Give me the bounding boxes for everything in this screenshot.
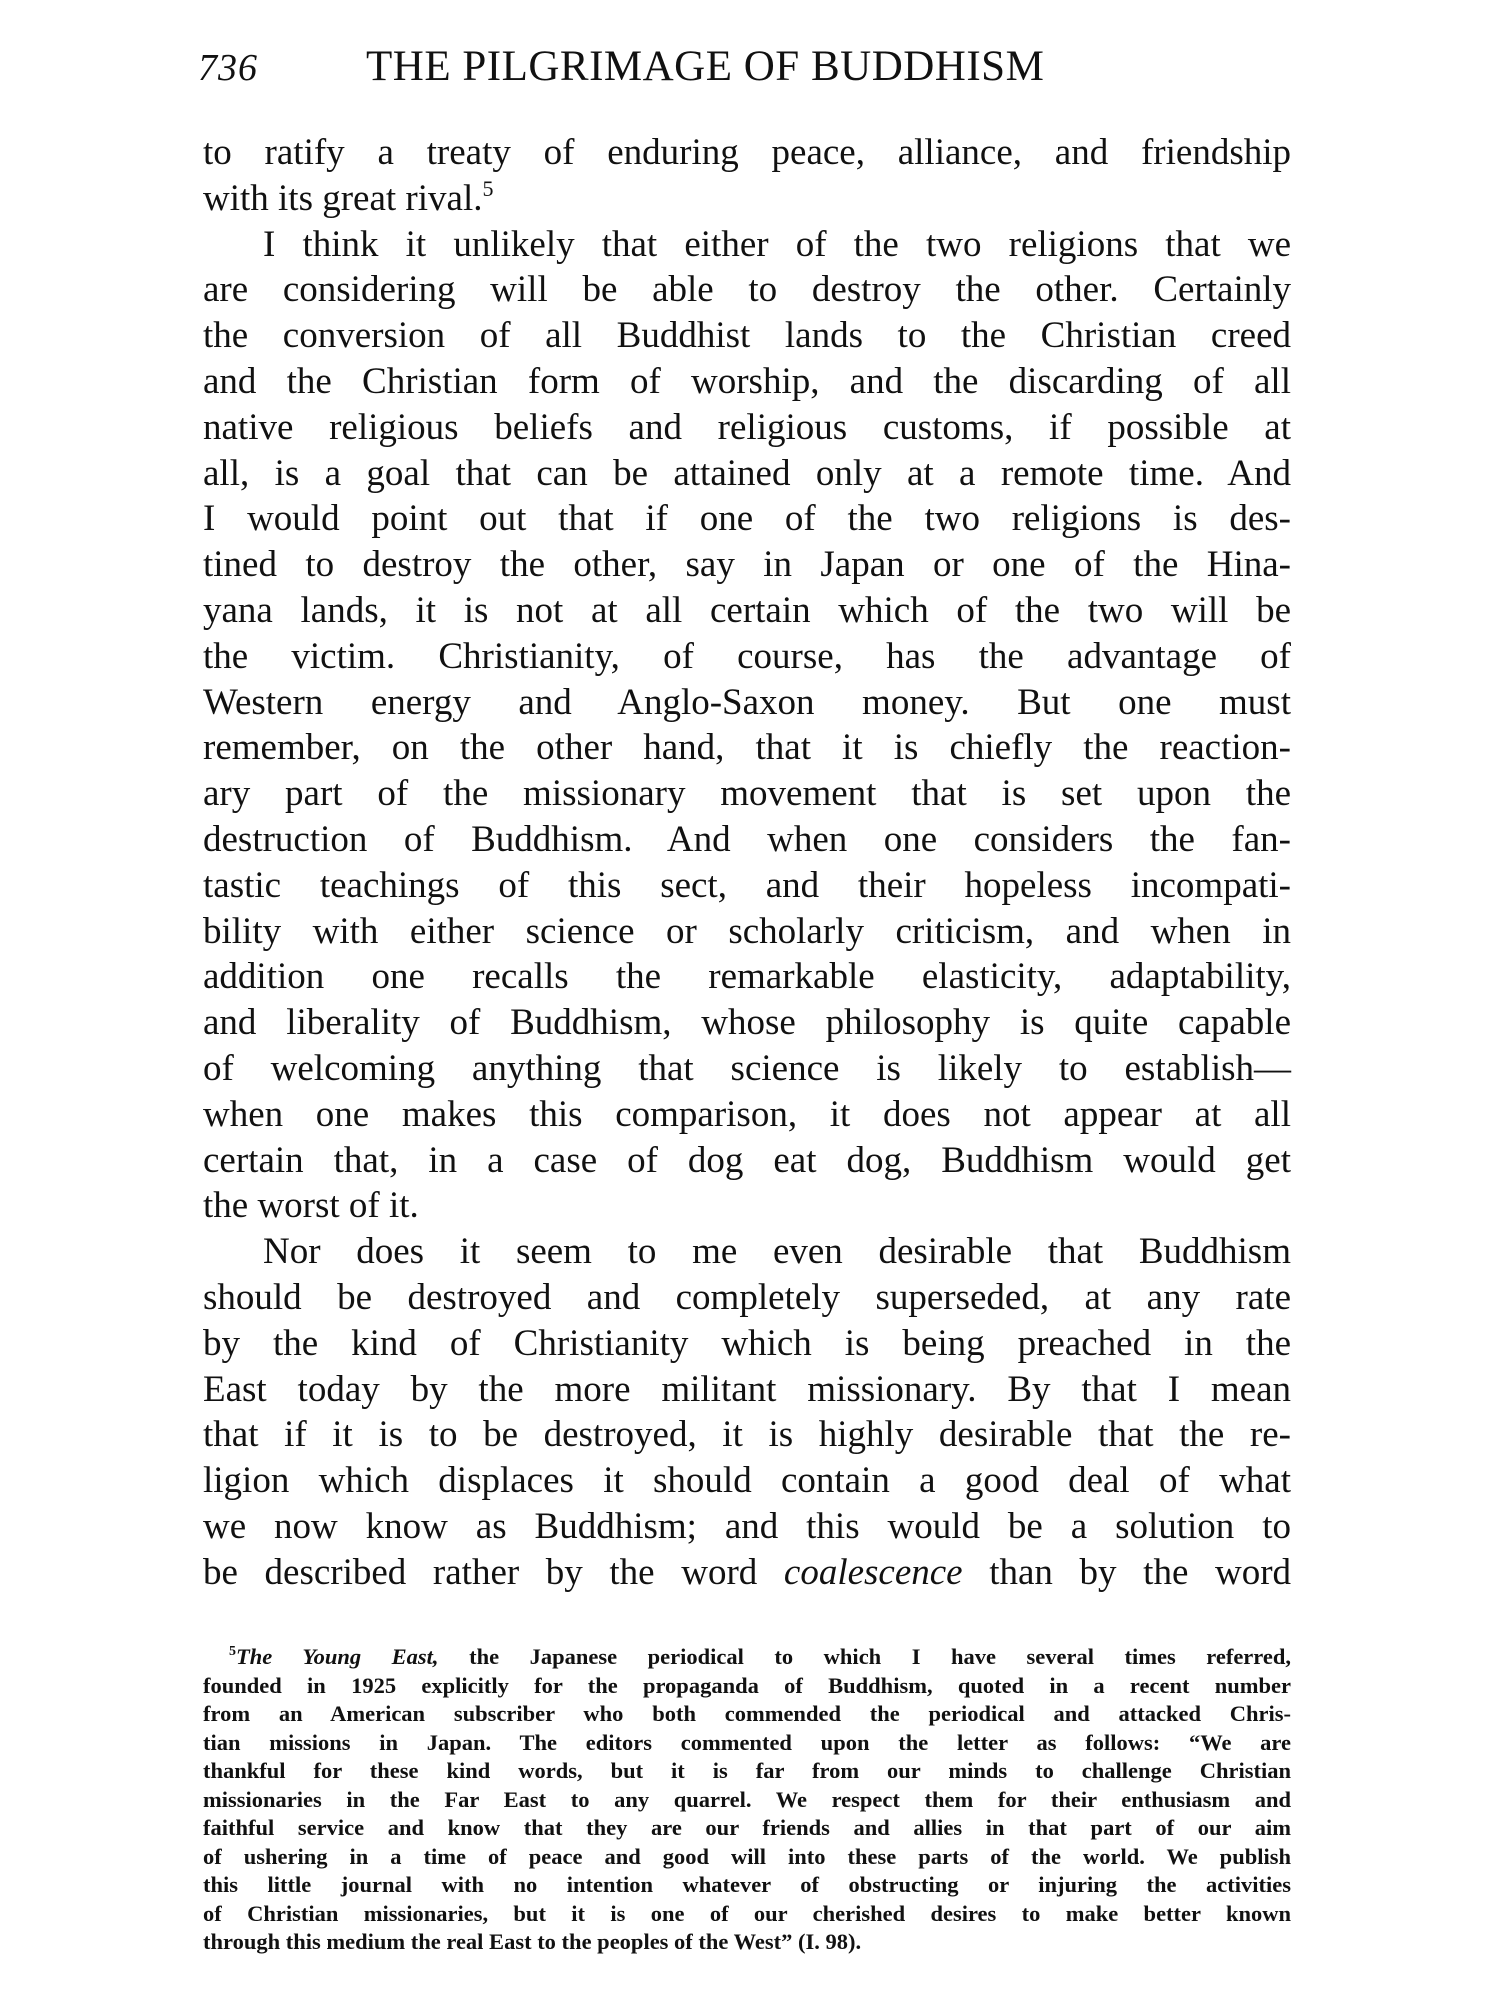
footnote-line: thankful for these kind words, but it is far from our minds to challenge Christian (203, 1758, 1291, 1783)
page-number: 736 (198, 47, 258, 89)
text-line: I would point out that if one of the two religions is des- (203, 498, 1291, 540)
italic-term: coalescence (783, 1551, 963, 1593)
text-line: tined to destroy the other, say in Japan or one of the Hina- (203, 544, 1291, 586)
text-line: remember, on the other hand, that it is chiefly the reaction- (203, 727, 1291, 769)
text-line: all, is a goal that can be attained only at a remote time. And (203, 452, 1291, 494)
text-segment: be described rather by the word (203, 1551, 758, 1593)
text-line: that if it is to be destroyed, it is highly desirable that the re- (203, 1414, 1291, 1456)
text-line: the conversion of all Buddhist lands to the Christian creed (203, 315, 1291, 357)
text-line: ary part of the missionary movement that is set upon the (203, 773, 1291, 815)
text-line (203, 1550, 1291, 1596)
text-line: should be destroyed and completely superseded, at any rate (203, 1276, 1291, 1318)
footnote-line: of Christian missionaries, but it is one of our cherished desires to make better known (203, 1900, 1291, 1926)
footnote-line: founded in 1925 explicitly for the propaganda of Buddhism, quoted in a recent number (203, 1672, 1291, 1698)
text-segment: than by the word (989, 1551, 1292, 1593)
text-line: we now know as Buddhism; and this would be a solution to (203, 1505, 1291, 1547)
text-line: bility with either science or scholarly criticism, and when in (203, 910, 1291, 952)
text-line-content: with its great rival. (203, 177, 483, 219)
paragraph-first-line: I think it unlikely that either of the two religions that we (263, 223, 1291, 265)
running-title: THE PILGRIMAGE OF BUDDHISM (366, 43, 1045, 90)
footnote-line: faithful service and know that they are our friends and allies in that part of our aim (203, 1815, 1291, 1840)
text-line: native religious beliefs and religious customs, if possible at (203, 406, 1291, 448)
text-line: destruction of Buddhism. And when one considers the fan- (203, 818, 1291, 860)
footnote-line: missionaries in the Far East to any quarrel. We respect them for their enthusiasm and (203, 1786, 1291, 1812)
footnote-text: the Japanese periodical to which I have several times referred, (469, 1644, 1292, 1669)
footnote-line: from an American subscriber who both commended the periodical and attacked Chris- (203, 1701, 1291, 1726)
text-line: East today by the more militant missionary. By that I mean (203, 1368, 1291, 1410)
running-head (198, 38, 1298, 108)
footnote-line: this little journal with no intention whatever of obstructing or injuring the activities (203, 1872, 1291, 1897)
text-line: the worst of it. (203, 1185, 419, 1227)
paragraph-first-line: Nor does it seem to me even desirable that Buddhism (263, 1231, 1291, 1273)
text-line: and the Christian form of worship, and the discarding of all (203, 360, 1291, 402)
text-line: to ratify a treaty of enduring peace, alliance, and friendship (203, 132, 1291, 173)
text-line: are considering will be able to destroy the other. Certainly (203, 269, 1291, 311)
text-line: and liberality of Buddhism, whose philosophy is quite capable (203, 1002, 1291, 1044)
text-line: by the kind of Christianity which is being preached in the (203, 1322, 1291, 1364)
body-text (203, 130, 1291, 1596)
text-line: yana lands, it is not at all certain which of the two will be (203, 589, 1291, 631)
footnote-line: through this medium the real East to the peoples of the West” (I. 98). (203, 1929, 862, 1954)
footnote-line: tian missions in Japan. The editors commented upon the letter as follows: “We are (203, 1729, 1291, 1755)
text-line: the victim. Christianity, of course, has the advantage of (203, 635, 1291, 677)
footnote-title: The Young East, (236, 1644, 439, 1669)
footnote-first-line (203, 1643, 1291, 1672)
text-line: of welcoming anything that science is likely to establish— (203, 1047, 1291, 1089)
text-line: when one makes this comparison, it does not appear at all (203, 1093, 1291, 1135)
footnote (203, 1643, 1291, 1957)
text-line: ligion which displaces it should contain a good deal of what (203, 1460, 1291, 1502)
text-line: certain that, in a case of dog eat dog, Buddhism would get (203, 1139, 1291, 1181)
text-line: Western energy and Anglo-Saxon money. But one must (203, 681, 1291, 723)
footnote-marker: 5 (229, 1644, 236, 1659)
footnote-reference: 5 (482, 175, 494, 201)
text-line: tastic teachings of this sect, and their hopeless incompati- (203, 864, 1291, 906)
footnote-line: of ushering in a time of peace and good will into these parts of the world. We publish (203, 1843, 1291, 1869)
text-line: addition one recalls the remarkable elasticity, adaptability, (203, 956, 1291, 998)
text-line (203, 176, 1291, 222)
